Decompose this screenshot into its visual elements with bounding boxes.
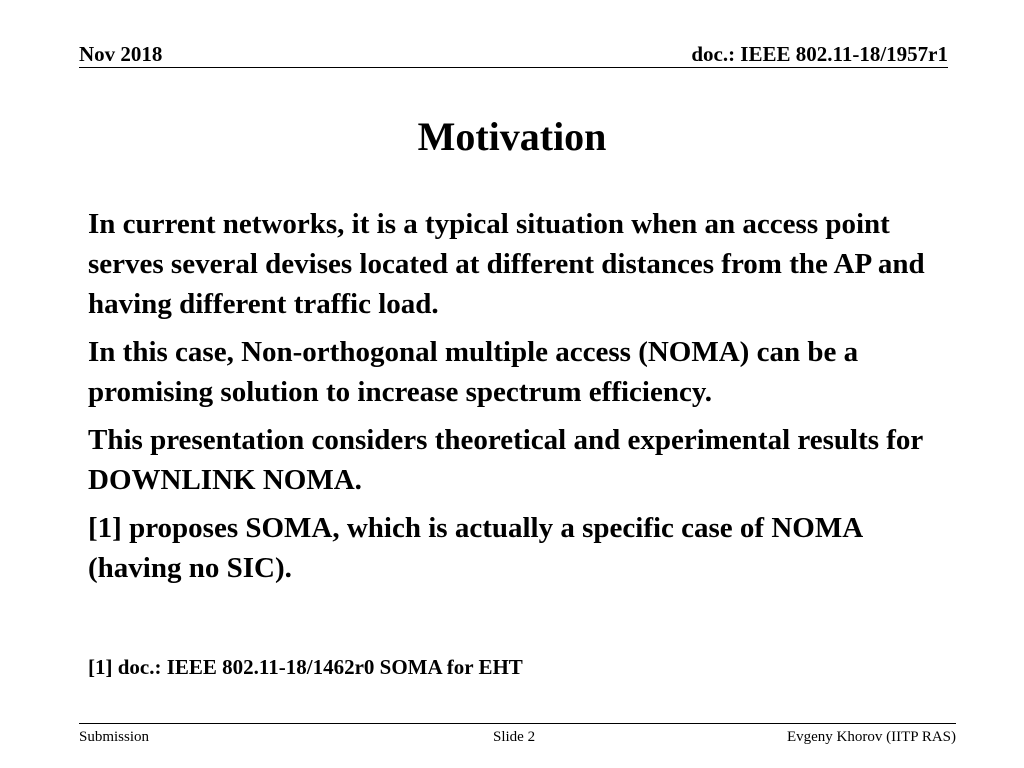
- body-paragraph-4: [1] proposes SOMA, which is actually a specific case of NOMA (having no SIC).: [88, 512, 862, 584]
- header-doc-id: doc.: IEEE 802.11-18/1957r1: [691, 42, 948, 66]
- footer-slide-number: Slide 2: [493, 729, 536, 745]
- body-paragraph-2: In this case, Non-orthogonal multiple access (NOMA) can be a promising solution to increase spectrum efficiency.: [88, 336, 859, 408]
- body-paragraph-1: In current networks, it is a typical situation when an access point serves several devises located at different distances from the AP and having different traffic load.: [88, 208, 925, 320]
- body-paragraph-3: This presentation considers theoretical and experimental results for DOWNLINK NOMA.: [88, 424, 923, 496]
- reference-note: [1] doc.: IEEE 802.11-18/1462r0 SOMA for EHT: [88, 655, 523, 679]
- footer-submission: Submission: [79, 729, 150, 745]
- slide-title: Motivation: [417, 114, 607, 159]
- footer-divider: [79, 723, 956, 724]
- footer-author: Evgeny Khorov (IITP RAS): [786, 729, 956, 745]
- header-divider: [79, 67, 948, 68]
- header-date: Nov 2018: [79, 42, 163, 66]
- slide-body: [88, 204, 948, 596]
